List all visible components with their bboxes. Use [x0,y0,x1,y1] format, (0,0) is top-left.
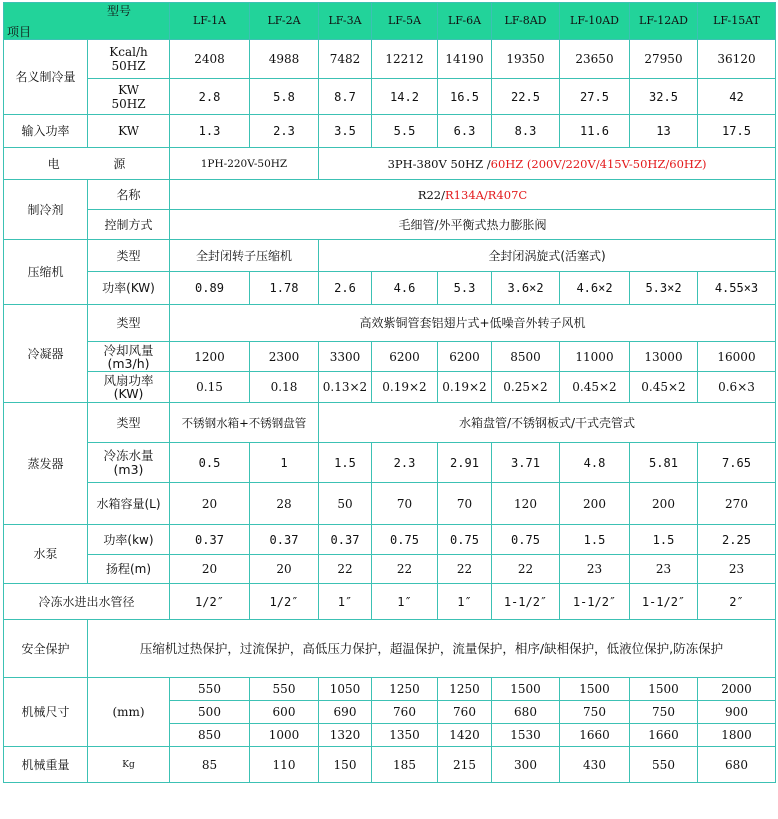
cell: 1″ [372,584,438,620]
cell: 0.75 [492,525,560,555]
refrigerant-name-value [170,180,776,210]
cell: 6200 [438,342,492,372]
evaporator-type-label: 类型 [88,403,170,443]
cell: 22.5 [492,79,560,115]
cell: 0.18 [250,372,319,403]
cell: 2″ [698,584,776,620]
cell: 70 [438,483,492,525]
evaporator-tank-row [4,483,776,525]
evaporator-type-large: 水箱盘管/不锈钢板式/干式壳管式 [319,403,776,443]
cell: 8.3 [492,115,560,148]
cell: 5.8 [250,79,319,115]
safety-label: 安全保护 [4,620,88,678]
refrigerant-name-red: R134A/R407C [444,187,528,202]
cell: 4.8 [560,443,630,483]
model-header: LF-10AD [560,3,630,40]
input-power-unit: KW [88,115,170,148]
cell: 1.78 [250,272,319,305]
cell: 19350 [492,40,560,79]
compressor-type-label: 类型 [88,240,170,272]
cell: 1800 [698,724,776,747]
cell: 2.3 [250,115,319,148]
model-header: LF-1A [170,3,250,40]
model-header: LF-2A [250,3,319,40]
pump-power-label: 功率(kw) [88,525,170,555]
power-supply-label-2: 源 [113,156,126,171]
cell: 200 [630,483,698,525]
model-header: LF-12AD [630,3,698,40]
cell: 2.8 [170,79,250,115]
cell: 1/2″ [250,584,319,620]
cell: 150 [319,747,372,783]
model-header: LF-8AD [492,3,560,40]
cell: 1250 [372,678,438,701]
fan-power-label: 风扇功率 (KW) [88,372,170,403]
cooling-capacity-label: 名义制冷量 [4,40,88,115]
cell: 0.75 [372,525,438,555]
cell: 4.6×2 [560,272,630,305]
cell: 22 [372,555,438,584]
cell: 1.3 [170,115,250,148]
cell: 28 [250,483,319,525]
cell: 680 [492,701,560,724]
safety-row [4,620,776,678]
cell: 20 [170,555,250,584]
evaporator-label: 蒸发器 [4,403,88,525]
cell: 550 [630,747,698,783]
cell: 0.45×2 [560,372,630,403]
condenser-fan-row [4,372,776,403]
cell: 1-1/2″ [560,584,630,620]
condenser-airflow-row [4,342,776,372]
condenser-type-value: 高效紫铜管套铝翅片式+低噪音外转子风机 [170,305,776,342]
pipe-diameter-row [4,584,776,620]
cell: 4988 [250,40,319,79]
input-power-label: 输入功率 [4,115,88,148]
cell: 7.65 [698,443,776,483]
cell: 270 [698,483,776,525]
cell: 5.81 [630,443,698,483]
cell: 12212 [372,40,438,79]
header-corner [4,3,170,40]
kw-unit: KW 50HZ [88,79,170,115]
cell: 750 [630,701,698,724]
cell: 900 [698,701,776,724]
cell: 1-1/2″ [492,584,560,620]
cell: 0.19×2 [372,372,438,403]
model-header: LF-6A [438,3,492,40]
evaporator-type-small: 不锈钢水箱+不锈钢盘管 [170,403,319,443]
cell: 0.37 [319,525,372,555]
safety-value: 压缩机过热保护，过流保护，高低压力保护，超温保护，流量保护，相序/缺相保护，低液位保护,防冻保护 [88,620,776,678]
cell: 1500 [630,678,698,701]
refrigerant-name-row [4,180,776,210]
cell: 85 [170,747,250,783]
cell: 5.3×2 [630,272,698,305]
cooling-kcal-row [4,40,776,79]
model-header: LF-3A [319,3,372,40]
cell: 1420 [438,724,492,747]
compressor-type-large: 全封闭涡旋式(活塞式) [319,240,776,272]
cell: 4.55×3 [698,272,776,305]
model-header: LF-15AT [698,3,776,40]
cell: 0.45×2 [630,372,698,403]
control-method-value: 毛细管/外平衡式热力膨胀阀 [170,210,776,240]
cell: 1 [250,443,319,483]
cell: 8.7 [319,79,372,115]
pump-head-row [4,555,776,584]
cell: 690 [319,701,372,724]
control-method-label: 控制方式 [88,210,170,240]
cell: 23 [698,555,776,584]
cell: 0.19×2 [438,372,492,403]
cell: 1500 [560,678,630,701]
cell: 1660 [630,724,698,747]
cell: 850 [170,724,250,747]
cell: 1″ [438,584,492,620]
cell: 36120 [698,40,776,79]
refrigerant-name-black: R22/ [417,187,445,202]
cell: 1050 [319,678,372,701]
cell: 1500 [492,678,560,701]
cell: 3300 [319,342,372,372]
cell: 0.25×2 [492,372,560,403]
model-header: LF-5A [372,3,438,40]
three-phase-red: 60HZ (200V/220V/415V-50HZ/60HZ) [490,156,707,171]
cell: 120 [492,483,560,525]
cell: 110 [250,747,319,783]
cell: 32.5 [630,79,698,115]
cell: 27950 [630,40,698,79]
pump-label: 水泵 [4,525,88,584]
cell: 5.3 [438,272,492,305]
cell: 1/2″ [170,584,250,620]
condenser-type-row [4,305,776,342]
cell: 2.25 [698,525,776,555]
cell: 2300 [250,342,319,372]
kcal-unit: Kcal/h 50HZ [88,40,170,79]
cell: 1.5 [319,443,372,483]
compressor-type-row [4,240,776,272]
condenser-label: 冷凝器 [4,305,88,403]
cell: 1200 [170,342,250,372]
cell: 1-1/2″ [630,584,698,620]
power-supply-row [4,148,776,180]
evaporator-water-row [4,443,776,483]
compressor-label: 压缩机 [4,240,88,305]
cell: 20 [250,555,319,584]
cell: 23 [630,555,698,584]
cell: 13000 [630,342,698,372]
model-label: 型号 [106,4,131,18]
cell: 11.6 [560,115,630,148]
cell: 1″ [319,584,372,620]
cell: 42 [698,79,776,115]
cell: 16.5 [438,79,492,115]
cell: 1250 [438,678,492,701]
item-label: 项目 [7,25,32,39]
refrigerant-control-row [4,210,776,240]
condenser-type-label: 类型 [88,305,170,342]
cell: 2.3 [372,443,438,483]
three-phase-value [319,148,776,180]
cell: 3.6×2 [492,272,560,305]
cell: 1.5 [560,525,630,555]
three-phase-black: 3PH-380V 50HZ / [387,156,491,171]
power-supply-label-1: 电 [47,156,60,171]
cell: 0.13×2 [319,372,372,403]
cell: 0.75 [438,525,492,555]
compressor-type-small: 全封闭转子压缩机 [170,240,319,272]
dimensions-row-1 [4,678,776,701]
cell: 200 [560,483,630,525]
cell: 14190 [438,40,492,79]
cooling-kw-row [4,79,776,115]
airflow-label: 冷却风量 (m3/h) [88,342,170,372]
cell: 0.5 [170,443,250,483]
cell: 70 [372,483,438,525]
tank-capacity-label: 水箱容量(L) [88,483,170,525]
cell: 300 [492,747,560,783]
cell: 17.5 [698,115,776,148]
cell: 22 [492,555,560,584]
cell: 1000 [250,724,319,747]
cell: 14.2 [372,79,438,115]
weight-label: 机械重量 [4,747,88,783]
pump-power-row [4,525,776,555]
cell: 11000 [560,342,630,372]
cell: 1530 [492,724,560,747]
cell: 27.5 [560,79,630,115]
cell: 20 [170,483,250,525]
refrigerant-name-label: 名称 [88,180,170,210]
cell: 2000 [698,678,776,701]
cell: 3.71 [492,443,560,483]
cell: 3.5 [319,115,372,148]
cell: 2.6 [319,272,372,305]
cell: 1350 [372,724,438,747]
dimensions-label: 机械尺寸 [4,678,88,747]
cell: 215 [438,747,492,783]
cell: 500 [170,701,250,724]
cell: 430 [560,747,630,783]
cell: 6.3 [438,115,492,148]
cell: 50 [319,483,372,525]
cell: 0.89 [170,272,250,305]
cell: 5.5 [372,115,438,148]
cell: 600 [250,701,319,724]
cell: 0.15 [170,372,250,403]
pump-head-label: 扬程(m) [88,555,170,584]
cell: 6200 [372,342,438,372]
cell: 13 [630,115,698,148]
header-row [4,3,776,40]
compressor-power-row [4,272,776,305]
evaporator-type-row [4,403,776,443]
cell: 750 [560,701,630,724]
cell: 760 [372,701,438,724]
cell: 2.91 [438,443,492,483]
cell: 550 [250,678,319,701]
cell: 0.37 [250,525,319,555]
weight-unit: Kg [88,747,170,783]
single-phase-value: 1PH-220V-50HZ [170,148,319,180]
dimensions-unit: (mm) [88,678,170,747]
cell: 0.37 [170,525,250,555]
refrigerant-label: 制冷剂 [4,180,88,240]
cell: 760 [438,701,492,724]
cell: 1320 [319,724,372,747]
input-power-row [4,115,776,148]
cell: 0.6×3 [698,372,776,403]
cell: 16000 [698,342,776,372]
cell: 22 [319,555,372,584]
spec-table [3,2,776,783]
cell: 185 [372,747,438,783]
pipe-diameter-label: 冷冻水进出水管径 [4,584,170,620]
power-supply-label [4,148,170,180]
cell: 7482 [319,40,372,79]
cell: 8500 [492,342,560,372]
cell: 23 [560,555,630,584]
cell: 22 [438,555,492,584]
cell: 550 [170,678,250,701]
cell: 2408 [170,40,250,79]
cell: 1660 [560,724,630,747]
chilled-water-label: 冷冻水量 (m3) [88,443,170,483]
cell: 1.5 [630,525,698,555]
cell: 23650 [560,40,630,79]
compressor-power-label: 功率(KW) [88,272,170,305]
cell: 4.6 [372,272,438,305]
cell: 680 [698,747,776,783]
weight-row [4,747,776,783]
